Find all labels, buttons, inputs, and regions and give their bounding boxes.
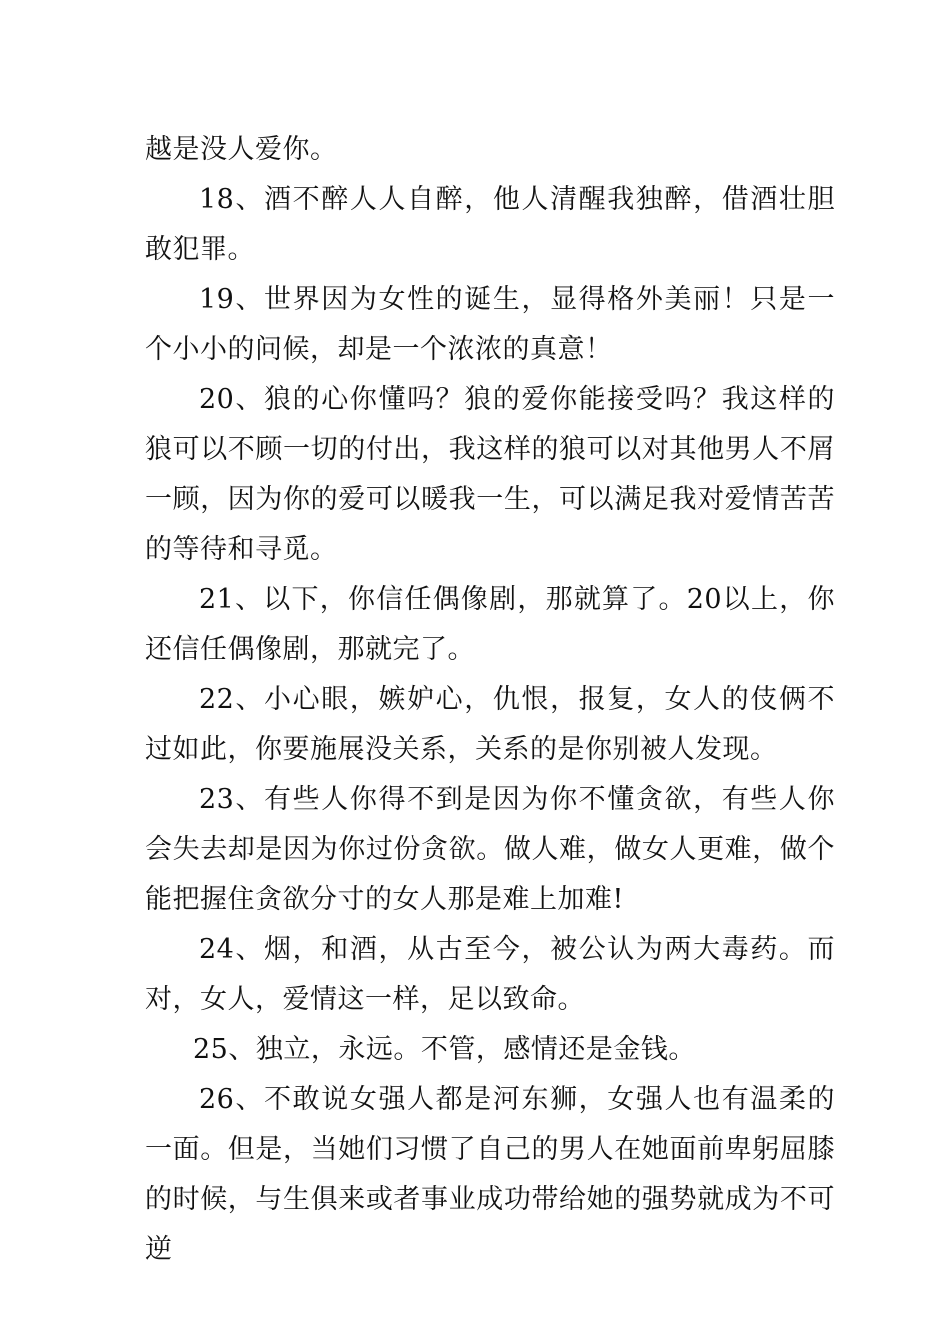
paragraph-continuation: 越是没人爱你。: [145, 134, 338, 165]
paragraph-item-19: 19、世界因为女性的诞生，显得格外美丽！只是一个小小的问候，却是一个浓浓的真意！: [145, 284, 835, 365]
paragraph-item-25: 25、独立，永远。不管，感情还是金钱。: [193, 1034, 696, 1065]
paragraph-item-18: 18、酒不醉人人自醉，他人清醒我独醉，借酒壮胆敢犯罪。: [145, 184, 835, 265]
paragraph-item-24: 24、烟，和酒，从古至今，被公认为两大毒药。而对，女人，爱情这一样，足以致命。: [145, 934, 835, 1015]
paragraph-item-22: 22、小心眼，嫉妒心，仇恨，报复，女人的伎俩不过如此，你要施展没关系，关系的是你别被人发现。: [145, 684, 835, 765]
paragraph-item-20: 20、狼的心你懂吗？狼的爱你能接受吗？我这样的狼可以不顾一切的付出，我这样的狼可以对其他男人不屑一顾，因为你的爱可以暖我一生，可以满足我对爱情苦苦的等待和寻觅。: [145, 384, 835, 565]
paragraph-item-23: 23、有些人你得不到是因为你不懂贪欲，有些人你会失去却是因为你过份贪欲。做人难，做女人更难，做个能把握住贪欲分寸的女人那是难上加难!: [145, 784, 835, 915]
paragraph-item-21: 21、以下，你信任偶像剧，那就算了。20以上，你还信任偶像剧，那就完了。: [145, 584, 835, 665]
document-body: [145, 125, 835, 1275]
paragraph-item-26: 26、不敢说女强人都是河东狮，女强人也有温柔的一面。但是，当她们习惯了自己的男人在她面前卑躬屈膝的时候，与生俱来或者事业成功带给她的强势就成为不可逆: [145, 1084, 835, 1265]
